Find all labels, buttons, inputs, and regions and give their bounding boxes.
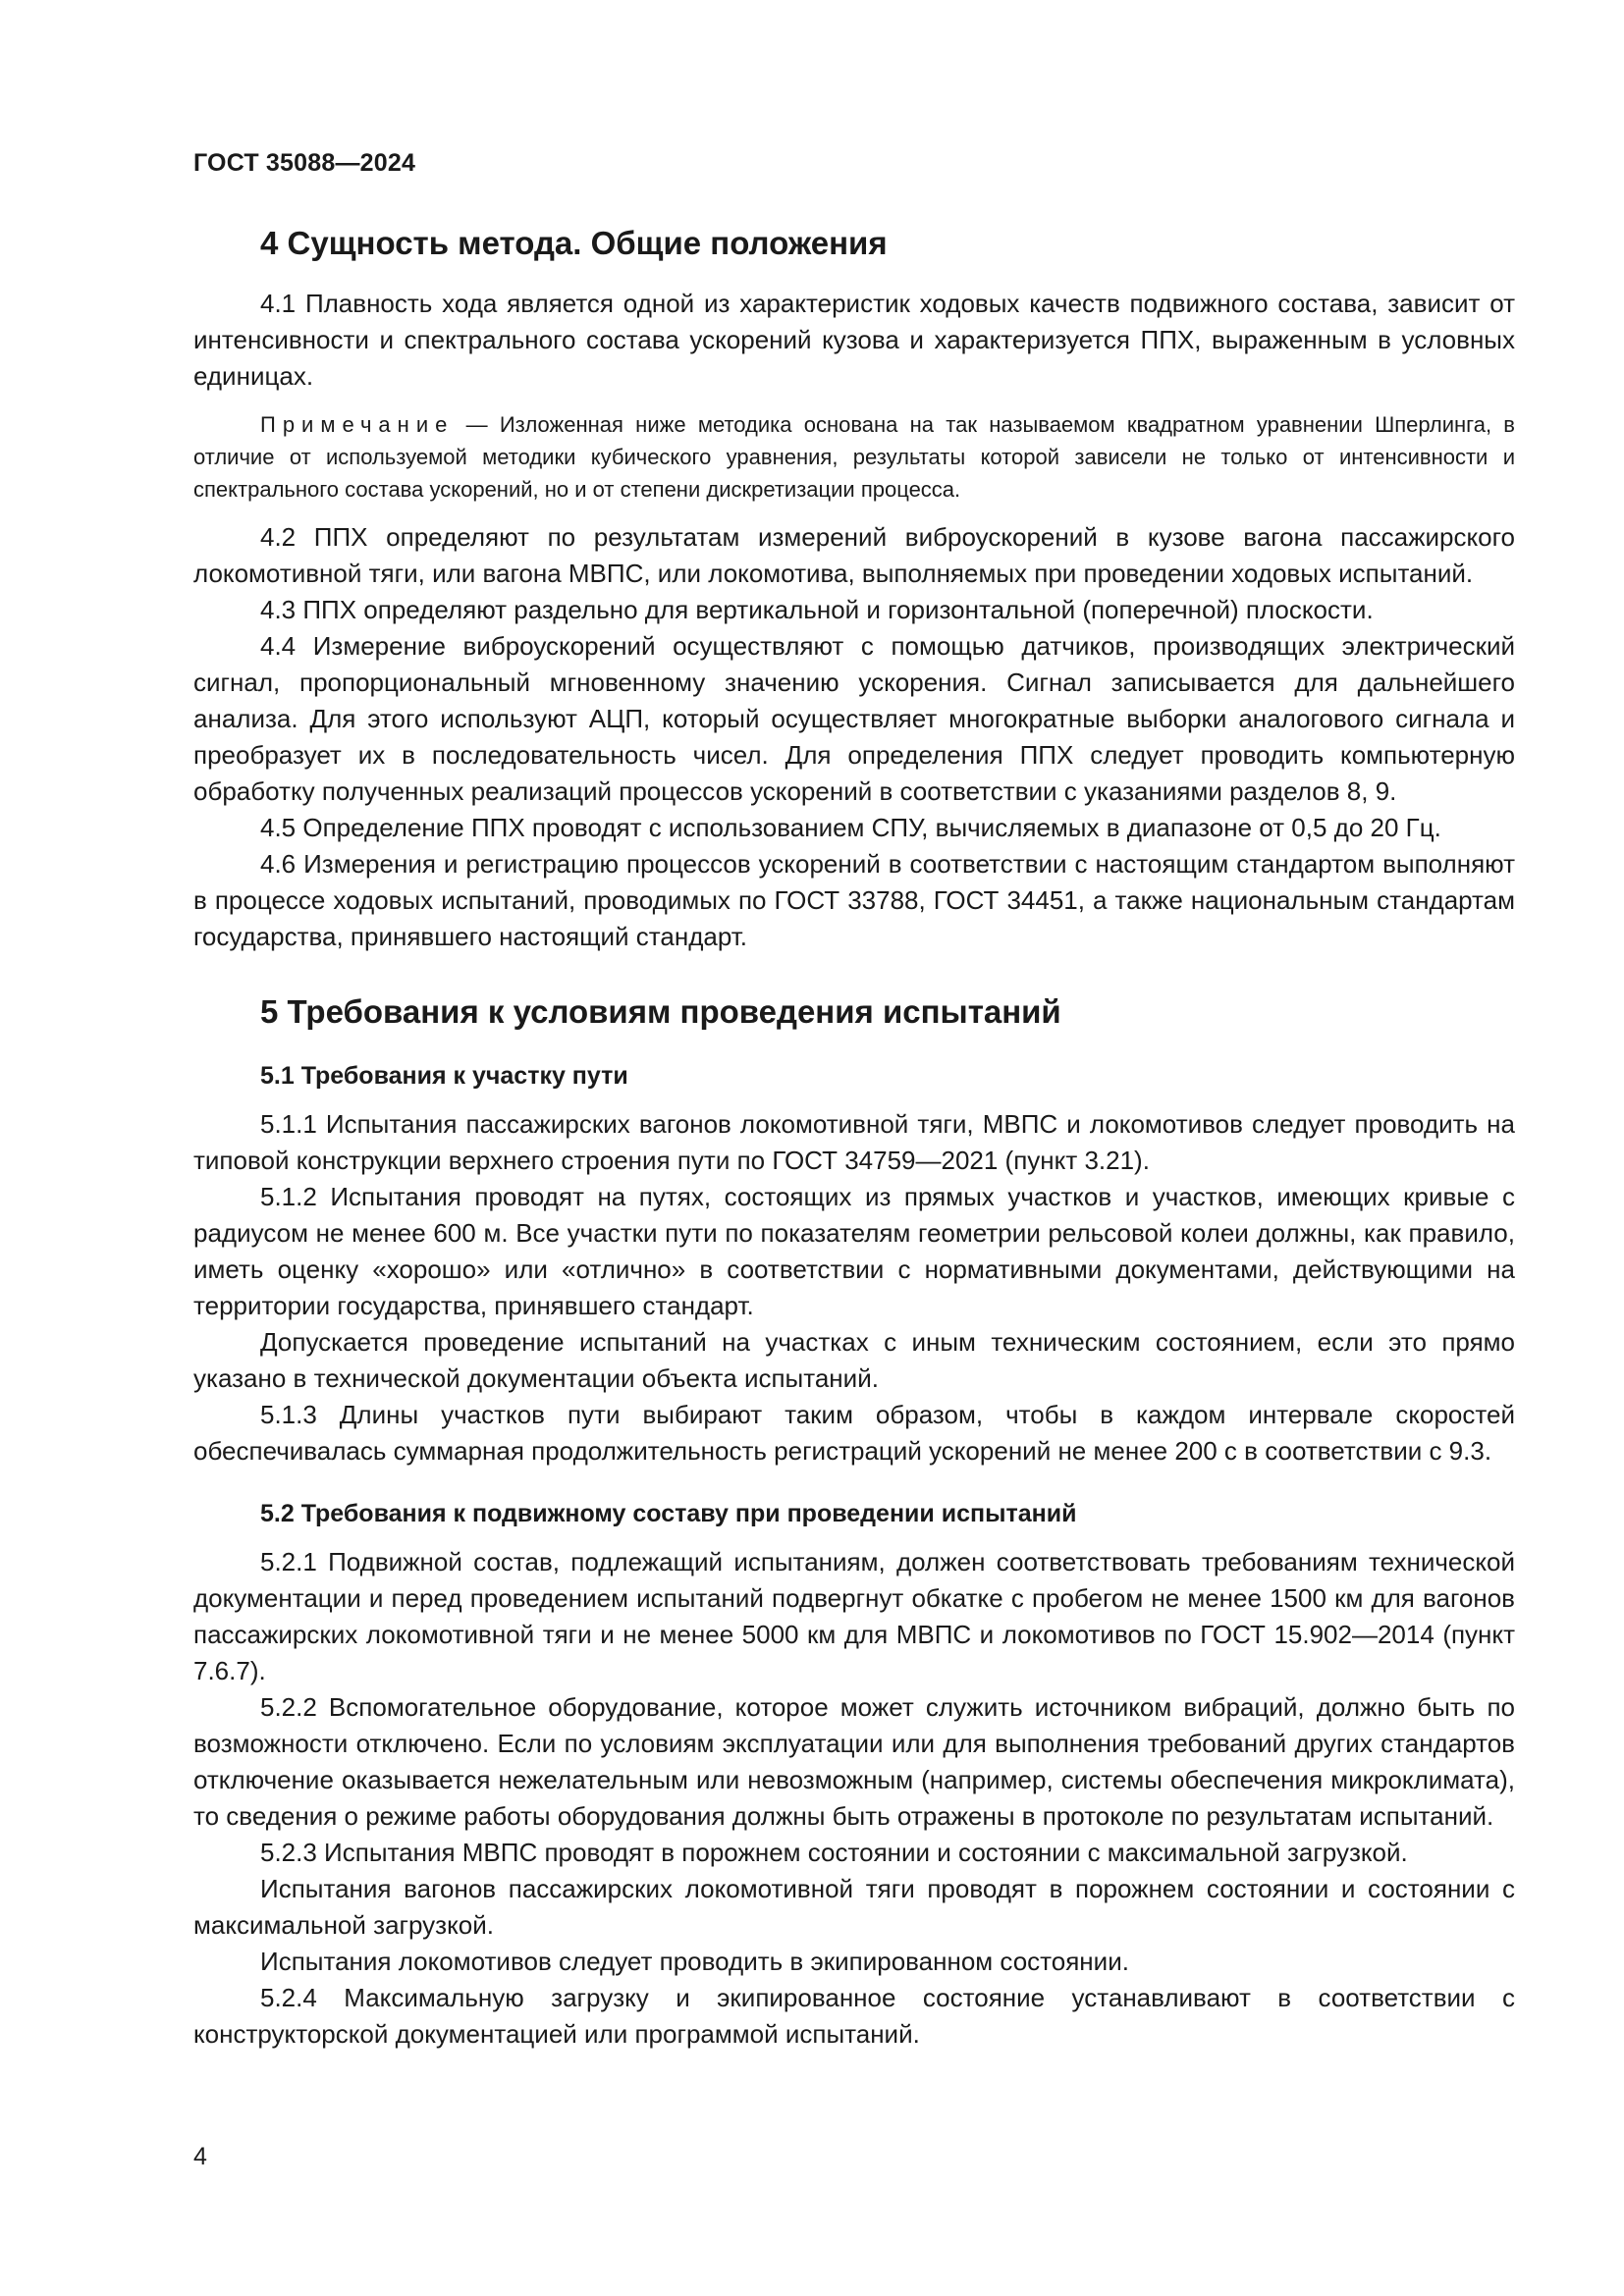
paragraph-5-2-3: 5.2.3 Испытания МВПС проводят в порожнем состоянии и состоянии с максимальной загрузкой. <box>260 1838 1408 1867</box>
paragraph-5-1-2-continued: Допускается проведение испытаний на участках с иным техническим состоянием, если это прямо указано в технической документации объекта испытаний. <box>193 1327 1515 1393</box>
subsection-5-1-title: 5.1 Требования к участку пути <box>260 1062 628 1090</box>
paragraph-4-4: 4.4 Измерение виброускорений осуществляют с помощью датчиков, производящих электрический сигнал, пропорциональный мгновенному значению ускорения. Сигнал записывается для дальнейшего анализа. Для этого используют АЦП, который осуществляет многократные выборки аналогового сигнала и преобразует их в последовательность чисел. Для определения ППХ следует проводить компьютерную обработку полученных реализаций процессов ускорений в соответствии с указаниями разделов 8, 9. <box>193 631 1515 806</box>
paragraph-5-1-3: 5.1.3 Длины участков пути выбирают таким образом, чтобы в каждом интервале скоростей обеспечивалась суммарная продолжительность регистраций ускорений не менее 200 с в соответствии с 9.3. <box>193 1400 1515 1466</box>
paragraph-4-3: 4.3 ППХ определяют раздельно для вертикальной и горизонтальной (поперечной) плоскости. <box>260 595 1374 624</box>
section-5-title: 5 Требования к условиям проведения испытаний <box>260 993 1061 1030</box>
paragraph-5-2-1: 5.2.1 Подвижной состав, подлежащий испытаниям, должен соответствовать требованиям технической документации и перед проведением испытаний подвергнут обкатке с пробегом не менее 1500 км для вагонов пассажирских локомотивной тяги и не менее 5000 км для МВПС и локомотивов по ГОСТ 15.902—2014 (пункт 7.6.7). <box>193 1547 1515 1685</box>
paragraph-5-2-2: 5.2.2 Вспомогательное оборудование, которое может служить источником вибраций, должно быть по возможности отключено. Если по условиям эксплуатации или для выполнения требований других стандартов отключение оказывается нежелательным или невозможным (например, системы обеспечения микроклимата), то сведения о режиме работы оборудования должны быть отражены в протоколе по результатам испытаний. <box>193 1692 1515 1831</box>
note-label: Примечание <box>260 412 455 437</box>
document-id-header: ГОСТ 35088—2024 <box>193 149 416 177</box>
note-text: — Изложенная ниже методика основана на так называемом квадратном уравнении Шперлинга, в отличие от используемой методики кубического уравнения, результаты которой зависели не только от интенсивности и спектрального состава ускорений, но и от степени дискретизации процесса. <box>193 412 1515 502</box>
paragraph-5-2-3-locomotives: Испытания локомотивов следует проводить в экипированном состоянии. <box>260 1947 1129 1976</box>
note <box>193 408 1515 506</box>
paragraph-5-2-3-continued: Испытания вагонов пассажирских локомотивной тяги проводят в порожнем состоянии и состоянии с максимальной загрузкой. <box>193 1874 1515 1940</box>
paragraph-4-2: 4.2 ППХ определяют по результатам измерений виброускорений в кузове вагона пассажирского локомотивной тяги, или вагона МВПС, или локомотива, выполняемых при проведении ходовых испытаний. <box>193 522 1515 588</box>
paragraph-5-1-1: 5.1.1 Испытания пассажирских вагонов локомотивной тяги, МВПС и локомотивов следует проводить на типовой конструкции верхнего строения пути по ГОСТ 34759—2021 (пункт 3.21). <box>193 1109 1515 1175</box>
paragraph-4-5: 4.5 Определение ППХ проводят с использованием СПУ, вычисляемых в диапазоне от 0,5 до 20 Гц. <box>260 813 1441 842</box>
paragraph-5-2-4: 5.2.4 Максимальную загрузку и экипированное состояние устанавливают в соответствии с конструкторской документацией или программой испытаний. <box>193 1983 1515 2049</box>
section-4-title: 4 Сущность метода. Общие положения <box>260 225 888 261</box>
subsection-5-2-title: 5.2 Требования к подвижному составу при проведении испытаний <box>260 1500 1077 1527</box>
paragraph-4-6: 4.6 Измерения и регистрацию процессов ускорений в соответствии с настоящим стандартом выполняют в процессе ходовых испытаний, проводимых по ГОСТ 33788, ГОСТ 34451, а также национальным стандартам государства, принявшего настоящий стандарт. <box>193 849 1515 951</box>
page-number: 4 <box>193 2143 207 2170</box>
paragraph-4-1: 4.1 Плавность хода является одной из характеристик ходовых качеств подвижного состава, зависит от интенсивности и спектрального состава ускорений кузова и характеризуется ППХ, выраженным в условных единицах. <box>193 289 1515 391</box>
page-content <box>193 224 1515 2053</box>
paragraph-5-1-2: 5.1.2 Испытания проводят на путях, состоящих из прямых участков и участков, имеющих кривые с радиусом не менее 600 м. Все участки пути по показателям геометрии рельсовой колеи должны, как правило, иметь оценку «хорошо» или «отлично» в соответствии с нормативными документами, действующими на территории государства, принявшего стандарт. <box>193 1182 1515 1320</box>
